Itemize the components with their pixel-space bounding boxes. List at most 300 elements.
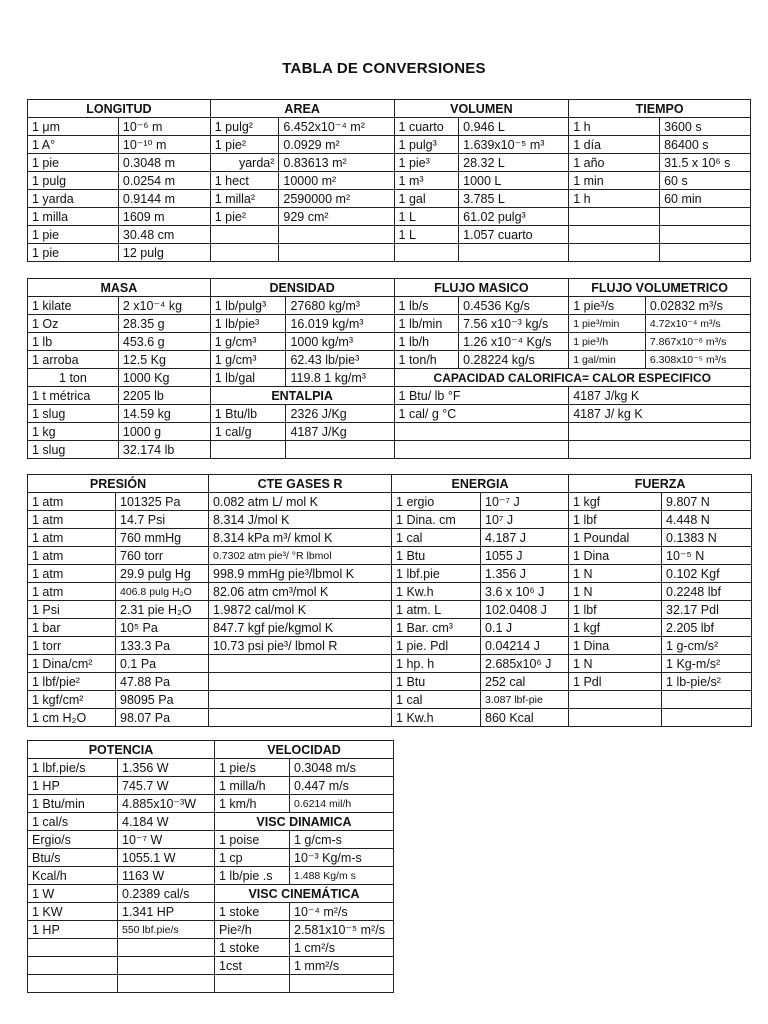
table-cell: 0.0254 m — [118, 172, 210, 190]
table-cell: 1 poise — [215, 831, 290, 849]
table-cell — [118, 975, 215, 993]
table-cell: 1 Dina. cm — [392, 511, 481, 529]
table-cell: 0.83613 m² — [279, 154, 394, 172]
table-cell: 1 cal — [392, 529, 481, 547]
table-cell: 0.102 Kgf — [662, 565, 752, 583]
table-cell: 1 pie² — [210, 208, 279, 226]
table-cell: 1 cal/s — [28, 813, 118, 831]
table-cell: 1 lbf — [569, 511, 662, 529]
table-cell: 29.9 pulg Hg — [116, 565, 209, 583]
table-cell — [660, 208, 751, 226]
table-cell: 1 Btu — [392, 547, 481, 565]
table-cell: 2.581x10⁻⁵ m²/s — [290, 921, 394, 939]
table-cell: 1 cal/ g °C — [394, 405, 569, 423]
table-cell: 1 torr — [28, 637, 116, 655]
table-cell: 7.56 x10⁻³ kg/s — [459, 315, 569, 333]
table-cell: 0.2248 lbf — [662, 583, 752, 601]
section-header: CAPACIDAD CALORIFICA= CALOR ESPECIFICO — [394, 369, 750, 387]
table-cell: 1 m³ — [394, 172, 459, 190]
table-cell: 0.9144 m — [118, 190, 210, 208]
column-header: AREA — [210, 100, 394, 118]
table-cell: 1 atm. L — [392, 601, 481, 619]
table-cell: Pie²/h — [215, 921, 290, 939]
table-cell: 1 pie. Pdl — [392, 637, 481, 655]
table-cell: 847.7 kgf pie/kgmol K — [209, 619, 392, 637]
table-row — [28, 154, 751, 172]
table-cell — [569, 226, 660, 244]
table-cell: 0.1 J — [481, 619, 569, 637]
table-cell: 1 pie³ — [394, 154, 459, 172]
table-cell: 3.087 lbf-pie — [481, 691, 569, 709]
table-cell: 1 pie² — [210, 136, 279, 154]
table-row — [28, 777, 394, 795]
table-row — [28, 351, 751, 369]
table-cell: 1 t métrica — [28, 387, 119, 405]
table-cell: 1.341 HP — [118, 903, 215, 921]
table-cell: 1 stoke — [215, 939, 290, 957]
table-cell: 12 pulg — [118, 244, 210, 262]
table-cell — [394, 441, 569, 459]
table-cell: 1 año — [569, 154, 660, 172]
table-cell: 1.488 Kg/m s — [290, 867, 394, 885]
table-cell: 2.205 lbf — [662, 619, 752, 637]
table-cell — [569, 208, 660, 226]
table-cell: 1 L — [394, 208, 459, 226]
table-cell: 2205 lb — [118, 387, 210, 405]
column-header: FLUJO VOLUMETRICO — [569, 279, 751, 297]
table-cell: 2590000 m² — [279, 190, 394, 208]
table-cell: 0.6214 mil/h — [290, 795, 394, 813]
table-cell: 1 Pdl — [569, 673, 662, 691]
table-cell: 1 cal — [392, 691, 481, 709]
table-cell: 0.1383 N — [662, 529, 752, 547]
table-cell: 10⁻⁵ N — [662, 547, 752, 565]
table-cell — [569, 709, 662, 727]
table-cell: 4187 J/ kg K — [569, 405, 751, 423]
table-cell: 1 pie³/min — [569, 315, 646, 333]
table-cell: 102.0408 J — [481, 601, 569, 619]
table-cell: 1 pie — [28, 244, 119, 262]
table-cell: 1 Oz — [28, 315, 119, 333]
table-cell: 10⁻¹⁰ m — [118, 136, 210, 154]
table-cell: 745.7 W — [118, 777, 215, 795]
column-header: LONGITUD — [28, 100, 211, 118]
column-header: CTE GASES R — [209, 475, 392, 493]
table-cell: 1 Kw.h — [392, 709, 481, 727]
table-cell: 1 g-cm/s² — [662, 637, 752, 655]
table-cell: 4.72x10⁻⁴ m³/s — [645, 315, 750, 333]
table-cell: 1 N — [569, 583, 662, 601]
table-cell: 60 s — [660, 172, 751, 190]
table-cell: 82.06 atm cm³/mol K — [209, 583, 392, 601]
table-cell: 9.807 N — [662, 493, 752, 511]
table-cell: 0.02832 m³/s — [645, 297, 750, 315]
column-header: VOLUMEN — [394, 100, 569, 118]
table-cell: 62.43 lb/pie³ — [286, 351, 394, 369]
table-cell: 1.356 J — [481, 565, 569, 583]
table-cell: 10⁷ J — [481, 511, 569, 529]
table-cell: 3600 s — [660, 118, 751, 136]
table-cell: 10.73 psi pie³/ lbmol R — [209, 637, 392, 655]
table-cell: 3.785 L — [459, 190, 569, 208]
table-cell: 1 pie — [28, 154, 119, 172]
table-row — [28, 547, 752, 565]
table-cell — [279, 244, 394, 262]
table-cell: 1 lb/min — [394, 315, 459, 333]
table-cell: 6.308x10⁻⁵ m³/s — [645, 351, 750, 369]
table-cell: 1 atm — [28, 493, 116, 511]
table-row — [28, 903, 394, 921]
table-cell: 1 lb/pie .s — [215, 867, 290, 885]
table-row — [28, 637, 752, 655]
table-cell: 4187 J/Kg — [286, 423, 394, 441]
table-cell: 1.057 cuarto — [459, 226, 569, 244]
table-cell: 0.4536 Kg/s — [459, 297, 569, 315]
table-cell: 1 pulg² — [210, 118, 279, 136]
table-cell: 1 W — [28, 885, 118, 903]
table-cell: 1 día — [569, 136, 660, 154]
column-header: FLUJO MASICO — [394, 279, 569, 297]
table-cell — [118, 939, 215, 957]
table-cell: 1 atm — [28, 565, 116, 583]
table-row — [28, 297, 751, 315]
table-cell: 16.019 kg/m³ — [286, 315, 394, 333]
table-cell: 1 h — [569, 118, 660, 136]
table-row — [28, 315, 751, 333]
table-cell — [660, 226, 751, 244]
table-cell: 0.3048 m/s — [290, 759, 394, 777]
table-row — [28, 975, 394, 993]
table-cell: 1 lb/s — [394, 297, 459, 315]
table-cell: 0.946 L — [459, 118, 569, 136]
table-row — [28, 511, 752, 529]
table-row — [28, 493, 752, 511]
table-cell: 4.448 N — [662, 511, 752, 529]
table-cell: 860 Kcal — [481, 709, 569, 727]
table-longitud-area-volumen-tiempo — [27, 99, 751, 262]
table-row — [28, 957, 394, 975]
table-cell: 1 μm — [28, 118, 119, 136]
table-row — [28, 619, 752, 637]
table-cell: 1 lbf/pie² — [28, 673, 116, 691]
table-cell: 1 HP — [28, 777, 118, 795]
table-row — [28, 190, 751, 208]
header-row — [28, 100, 751, 118]
column-header: VELOCIDAD — [215, 741, 394, 759]
table-cell: 119.8 1 kg/m³ — [286, 369, 394, 387]
table-cell — [286, 441, 394, 459]
table-row — [28, 939, 394, 957]
table-cell: 7.867x10⁻⁶ m³/s — [645, 333, 750, 351]
table-cell: 1 slug — [28, 441, 119, 459]
table-cell: 8.314 J/mol K — [209, 511, 392, 529]
table-cell: 550 lbf.pie/s — [118, 921, 215, 939]
table-cell: 4.885x10⁻³W — [118, 795, 215, 813]
table-cell: 0.04214 J — [481, 637, 569, 655]
table-cell — [569, 423, 751, 441]
table-cell: 1 Bar. cm³ — [392, 619, 481, 637]
table-cell: 1 atm — [28, 547, 116, 565]
table-cell: 1 cm H₂O — [28, 709, 116, 727]
section-header: VISC DINAMICA — [215, 813, 394, 831]
table-cell: 1 Dina — [569, 637, 662, 655]
table-cell: 1 Poundal — [569, 529, 662, 547]
table-cell: 12.5 Kg — [118, 351, 210, 369]
table-cell: 1 milla/h — [215, 777, 290, 795]
table-cell: 1 kilate — [28, 297, 119, 315]
table-cell: 86400 s — [660, 136, 751, 154]
column-header: ENERGIA — [392, 475, 569, 493]
table-cell: 1 atm — [28, 583, 116, 601]
table-cell: 10⁻⁶ m — [118, 118, 210, 136]
table-cell — [569, 691, 662, 709]
table-cell: 8.314 kPa m³/ kmol K — [209, 529, 392, 547]
table-cell: 1 cuarto — [394, 118, 459, 136]
table-cell — [209, 709, 392, 727]
table-cell: 1 milla — [28, 208, 119, 226]
table-cell: 1163 W — [118, 867, 215, 885]
table-cell: 1000 g — [118, 423, 210, 441]
table-cell: 1 lb/h — [394, 333, 459, 351]
table-cell: 1 lbf.pie — [392, 565, 481, 583]
table-cell: 1 kgf/cm² — [28, 691, 116, 709]
table-cell: Btu/s — [28, 849, 118, 867]
table-cell — [279, 226, 394, 244]
table-cell: 1 atm — [28, 511, 116, 529]
table-row — [28, 369, 751, 387]
header-row — [28, 741, 394, 759]
table-cell: 998.9 mmHg pie³/lbmol K — [209, 565, 392, 583]
table-cell — [569, 244, 660, 262]
table-cell: 1 kgf — [569, 619, 662, 637]
table-cell: 0.3048 m — [118, 154, 210, 172]
table-cell — [394, 244, 459, 262]
table-cell: 1 h — [569, 190, 660, 208]
table-row — [28, 226, 751, 244]
table-cell: 2326 J/Kg — [286, 405, 394, 423]
table-row — [28, 583, 752, 601]
table-cell: 4.187 J — [481, 529, 569, 547]
header-row — [28, 279, 751, 297]
table-row — [28, 172, 751, 190]
table-cell — [28, 957, 118, 975]
table-row — [28, 709, 752, 727]
table-cell: 47.88 Pa — [116, 673, 209, 691]
table-potencia-velocidad-viscosidad — [27, 740, 394, 993]
table-row — [28, 867, 394, 885]
table-cell: 1 cal/g — [210, 423, 286, 441]
table-cell — [28, 939, 118, 957]
table-cell: 1 gal/min — [569, 351, 646, 369]
table-masa-densidad-flujo — [27, 278, 751, 459]
table-cell: 1 cm²/s — [290, 939, 394, 957]
table-presion-gases-energia-fuerza — [27, 474, 752, 727]
table-cell: 0.7302 atm pie³/ °R lbmol — [209, 547, 392, 565]
table-cell — [209, 673, 392, 691]
table-cell: 10000 m² — [279, 172, 394, 190]
table-row — [28, 244, 751, 262]
table-cell: 1 stoke — [215, 903, 290, 921]
table-cell: 1.9872 cal/mol K — [209, 601, 392, 619]
table-cell: 32.17 Pdl — [662, 601, 752, 619]
table-cell: 1 pie — [28, 226, 119, 244]
table-cell: 760 mmHg — [116, 529, 209, 547]
table-cell: 2 x10⁻⁴ kg — [118, 297, 210, 315]
table-cell: 1 pulg³ — [394, 136, 459, 154]
table-row — [28, 333, 751, 351]
table-cell: 406.8 pulg H₂O — [116, 583, 209, 601]
table-cell: 1cst — [215, 957, 290, 975]
table-cell: 1 atm — [28, 529, 116, 547]
table-cell — [215, 975, 290, 993]
table-cell — [210, 244, 279, 262]
table-cell: 14.59 kg — [118, 405, 210, 423]
table-cell: 28.32 L — [459, 154, 569, 172]
table-cell: 1 ton — [28, 369, 119, 387]
table-cell: 10⁵ Pa — [116, 619, 209, 637]
table-cell: 1.26 x10⁻⁴ Kg/s — [459, 333, 569, 351]
table-row — [28, 849, 394, 867]
table-cell: 1 mm²/s — [290, 957, 394, 975]
table-cell: 30.48 cm — [118, 226, 210, 244]
table-cell: 2.685x10⁶ J — [481, 655, 569, 673]
table-cell: 1 HP — [28, 921, 118, 939]
table-cell: 1 lbf — [569, 601, 662, 619]
table-cell: 1 cp — [215, 849, 290, 867]
table-cell: 1 kg — [28, 423, 119, 441]
table-row — [28, 655, 752, 673]
header-row — [28, 475, 752, 493]
table-row — [28, 921, 394, 939]
table-cell: 1 ton/h — [394, 351, 459, 369]
page-title: TABLA DE CONVERSIONES — [282, 60, 486, 77]
table-cell: 1000 Kg — [118, 369, 210, 387]
table-cell: 1 g/cm-s — [290, 831, 394, 849]
table-cell: 1 A° — [28, 136, 119, 154]
section-header: VISC CINEMÁTICA — [215, 885, 394, 903]
table-cell: 1000 L — [459, 172, 569, 190]
table-cell: 1 km/h — [215, 795, 290, 813]
table-cell: 14.7 Psi — [116, 511, 209, 529]
table-cell: 4.184 W — [118, 813, 215, 831]
table-cell: 0.082 atm L/ mol K — [209, 493, 392, 511]
table-cell: yarda² — [210, 154, 279, 172]
table-cell: 1055.1 W — [118, 849, 215, 867]
table-cell: 1 arroba — [28, 351, 119, 369]
table-cell: 1 g/cm³ — [210, 333, 286, 351]
table-cell: 1 Kg-m/s² — [662, 655, 752, 673]
table-cell — [118, 957, 215, 975]
table-cell: 1 yarda — [28, 190, 119, 208]
table-row — [28, 136, 751, 154]
table-cell: 1 L — [394, 226, 459, 244]
table-row — [28, 441, 751, 459]
table-row — [28, 885, 394, 903]
table-cell: 1 Btu — [392, 673, 481, 691]
column-header: MASA — [28, 279, 211, 297]
table-cell: 929 cm² — [279, 208, 394, 226]
table-cell: 1.639x10⁻⁵ m³ — [459, 136, 569, 154]
table-cell: 1 lb-pie/s² — [662, 673, 752, 691]
table-cell: 3.6 x 10⁶ J — [481, 583, 569, 601]
column-header: POTENCIA — [28, 741, 215, 759]
table-row — [28, 118, 751, 136]
table-cell: 1 milla² — [210, 190, 279, 208]
table-cell: 1 min — [569, 172, 660, 190]
table-cell: 1609 m — [118, 208, 210, 226]
table-cell: 10⁻⁴ m²/s — [290, 903, 394, 921]
table-cell: 2.31 pie H₂O — [116, 601, 209, 619]
table-cell: 252 cal — [481, 673, 569, 691]
table-cell: 1 g/cm³ — [210, 351, 286, 369]
table-cell: 1 gal — [394, 190, 459, 208]
table-cell: 10⁻³ Kg/m-s — [290, 849, 394, 867]
table-cell — [209, 655, 392, 673]
table-row — [28, 673, 752, 691]
table-cell: 10⁻⁷ W — [118, 831, 215, 849]
table-cell: 1 N — [569, 655, 662, 673]
table-cell — [210, 226, 279, 244]
table-cell: 1 pie³/s — [569, 297, 646, 315]
table-row — [28, 423, 751, 441]
table-cell: 1 ergio — [392, 493, 481, 511]
table-row — [28, 795, 394, 813]
table-cell — [660, 244, 751, 262]
table-cell: 0.2389 cal/s — [118, 885, 215, 903]
table-cell — [210, 441, 286, 459]
table-cell: 1 N — [569, 565, 662, 583]
table-cell: 1 Dina/cm² — [28, 655, 116, 673]
table-cell: 1 lb — [28, 333, 119, 351]
table-row — [28, 387, 751, 405]
table-cell — [569, 441, 751, 459]
table-cell: 0.1 Pa — [116, 655, 209, 673]
table-cell: 27680 kg/m³ — [286, 297, 394, 315]
table-cell: 760 torr — [116, 547, 209, 565]
table-cell — [394, 423, 569, 441]
table-cell: Kcal/h — [28, 867, 118, 885]
table-cell — [662, 709, 752, 727]
table-cell: 6.452x10⁻⁴ m² — [279, 118, 394, 136]
table-cell: 31.5 x 10⁶ s — [660, 154, 751, 172]
table-cell: 1 pie/s — [215, 759, 290, 777]
table-cell: 1 hect — [210, 172, 279, 190]
table-cell: 0.0929 m² — [279, 136, 394, 154]
table-cell: 1 kgf — [569, 493, 662, 511]
column-header: TIEMPO — [569, 100, 751, 118]
table-cell: 1 KW — [28, 903, 118, 921]
table-cell: 1 hp. h — [392, 655, 481, 673]
table-cell: 1000 kg/m³ — [286, 333, 394, 351]
table-cell: 60 min — [660, 190, 751, 208]
column-header: DENSIDAD — [210, 279, 394, 297]
table-row — [28, 565, 752, 583]
table-cell: 1 Dina — [569, 547, 662, 565]
table-cell: 32.174 lb — [118, 441, 210, 459]
section-header: ENTALPIA — [210, 387, 394, 405]
table-cell: 28.35 g — [118, 315, 210, 333]
table-cell: Ergio/s — [28, 831, 118, 849]
table-cell: 1 lb/pie³ — [210, 315, 286, 333]
table-row — [28, 208, 751, 226]
table-cell: 98.07 Pa — [116, 709, 209, 727]
table-cell: 98095 Pa — [116, 691, 209, 709]
table-cell: 1.356 W — [118, 759, 215, 777]
table-cell: 1 bar — [28, 619, 116, 637]
table-cell: 453.6 g — [118, 333, 210, 351]
table-row — [28, 813, 394, 831]
table-cell: 1 Psi — [28, 601, 116, 619]
